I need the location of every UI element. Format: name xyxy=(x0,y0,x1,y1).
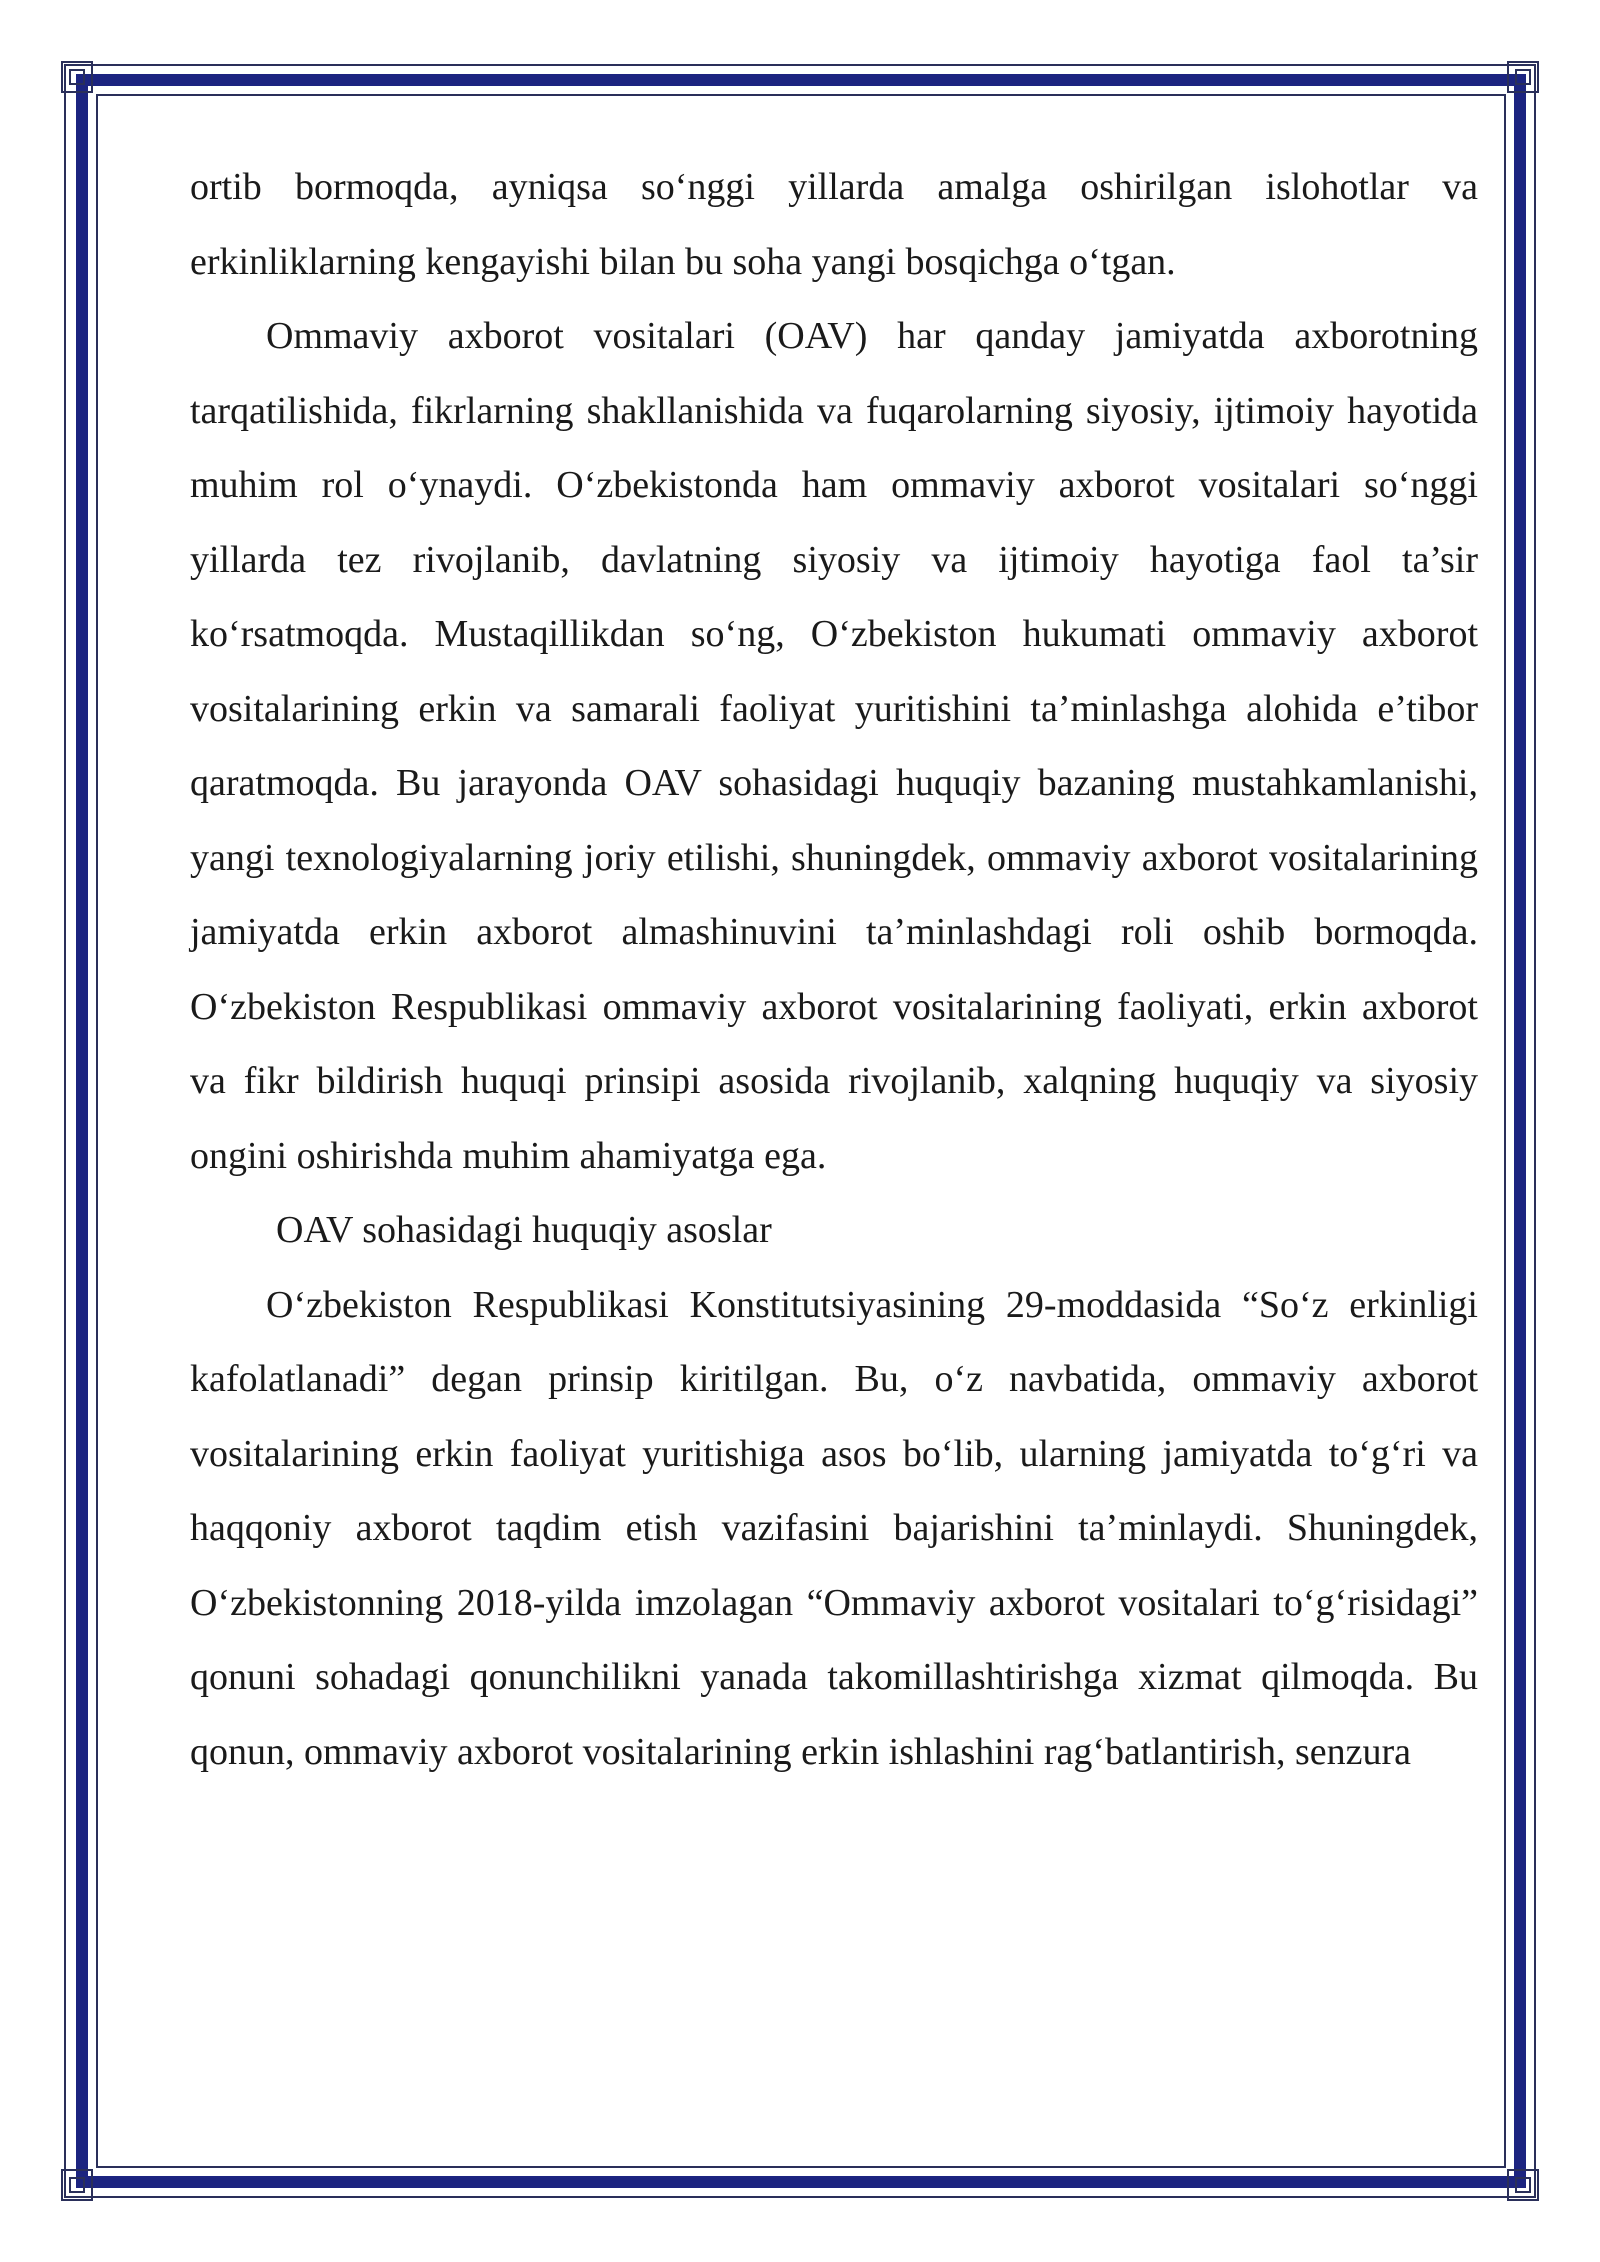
corner-ornament-icon xyxy=(60,2168,94,2202)
paragraph-continuation: ortib bormoqda, ayniqsa so‘nggi yillarda amalga oshirilgan islohotlar va erkinliklarning kengayishi bilan bu soha yangi bosqichga o‘tgan. xyxy=(190,166,1478,283)
document-body xyxy=(190,150,1478,1789)
section-heading: OAV sohasidagi huquqiy asoslar xyxy=(276,1209,772,1251)
corner-ornament-icon xyxy=(60,60,94,94)
paragraph-oav-role: Ommaviy axborot vositalari (OAV) har qanday jamiyatda axborotning tarqatilishida, fikrlarning shakllanishida va fuqarolarning siyosiy, ijtimoiy hayotida muhim rol o‘ynaydi. O‘zbekistonda ham ommaviy axborot vositalari so‘nggi yillarda tez rivojlanib, davlatning siyosiy va ijtimoiy hayotiga faol ta’sir ko‘rsatmoqda. Mustaqillikdan so‘ng, O‘zbekiston hukumati ommaviy axborot vositalarining erkin va samarali faoliyat yuritishini ta’minlashga alohida e’tibor qaratmoqda. Bu jarayonda OAV sohasidagi huquqiy bazaning mustahkamlanishi, yangi texnologiyalarning joriy etilishi, shuningdek, ommaviy axborot vositalarining jamiyatda erkin axborot almashinuvini ta’minlashdagi roli oshib bormoqda. O‘zbekiston Respublikasi ommaviy axborot vositalarining faoliyati, erkin axborot va fikr bildirish huquqi prinsipi asosida rivojlanib, xalqning huquqiy va siyosiy ongini oshirishda muhim ahamiyatga ega. xyxy=(190,315,1478,1177)
paragraph-constitution: O‘zbekiston Respublikasi Konstitutsiyasining 29-moddasida “So‘z erkinligi kafolatlanadi” degan prinsip kiritilgan. Bu, o‘z navbatida, ommaviy axborot vositalarining erkin faoliyat yuritishiga asos bo‘lib, ularning jamiyatda to‘g‘ri va haqqoniy axborot taqdim etish vazifasini bajarishini ta’minlaydi. Shuningdek, O‘zbekistonning 2018-yilda imzolagan “Ommaviy axborot vositalari to‘g‘risidagi” qonuni sohadagi qonunchilikni yanada takomillashtirishga xizmat qilmoqda. Bu qonun, ommaviy axborot vositalarining erkin ishlashini rag‘batlantirish, senzura xyxy=(190,1283,1478,1773)
corner-ornament-icon xyxy=(1506,2168,1540,2202)
corner-ornament-icon xyxy=(1506,60,1540,94)
